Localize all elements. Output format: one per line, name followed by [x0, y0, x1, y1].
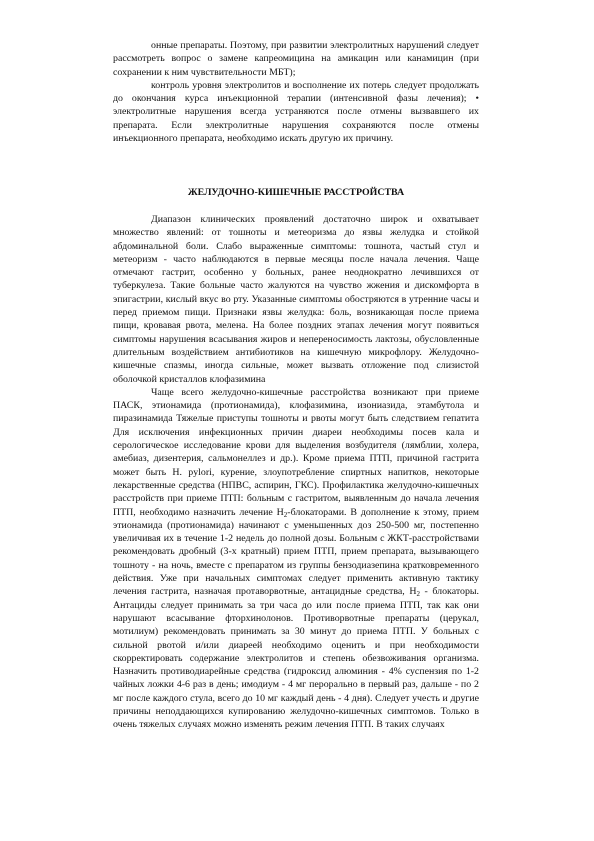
- paragraph-electrolyte-replacement: онные препараты. Поэтому, при развитии электролитных нарушений следует рассмотреть вопрос о замене капреомицина на амикацин или канамицин (при сохранении к ним чувствительности МБТ);: [113, 40, 479, 78]
- section-heading: ЖЕЛУДОЧНО-КИШЕЧНЫЕ РАССТРОЙСТВА: [187, 187, 405, 198]
- subscript-2: 2: [283, 510, 288, 519]
- paragraph-clinical-manifestations: Диапазон клинических проявлений достаточно широк и охватывает множество явлений: от тошноты и метеоризма до язвы желудка и стойкой абдоминальной боли. Слабо выраженные симптомы: тошнота, частый стул и метеоризм - часто наблюдаются в первые месяцы после начала лечения. Чаще отмечают гастрит, особенно у больных, ранее неоднократно лечившихся от туберкулеза. Такие больные часто жалуются на чувство жжения и дискомфорта в эпигастрии, кислый вкус во рту. Указанные симптомы обостряются в утренние часы и перед приемом пищи. Признаки язвы желудка: боль, возникающая после приема пищи, кровавая рвота, мелена. На более поздних этапах лечения могут появиться симптомы нарушения всасывания жиров и непереносимость лактозы, обусловленные длительным воздействием антибиотиков на кишечную микрофлору. Желудочно-кишечные спазмы, иногда сильные, может вызвать отложение под слизистой оболочкой кристаллов клофазимина: [113, 214, 479, 385]
- paragraph-electrolyte-monitoring: контроль уровня электролитов и восполнение их потерь следует продолжать до окончания курса инъекционной терапии (интенсивной фазы лечения); • электролитные нарушения всегда устраняются после отмены вызвавшего их препарата. Если электролитные нарушения сохраняются после отмены инъекционного препарата, необходимо искать другую их причину.: [113, 79, 479, 145]
- subscript-2-second: 2: [416, 590, 420, 599]
- paragraph-text-b: -блокаторами. В дополнение к этому, прием этионамида (протионамида) начинают с уменьшенных доз 250-500 мг, постепенно увеличивая их в течение 1-2 недель до полной дозы. Больным с ЖКТ-расстройствами рекомендовать дробный (3-х кратный) прием ПТП, прием препарата, вызывающего тошноту - на ночь, вместе с препаратом из группы бензодиазепина кратковременного действия. Уже при начальных симптомах следует применить активную тактику лечения гастрита, назначая протаворвотные, антацидные средства, H: [113, 506, 479, 598]
- paragraph-causes-and-prevention: [113, 386, 479, 732]
- paragraph-text-a: Чаще всего желудочно-кишечные расстройства возникают при приеме ПАСК, этионамида (протионамида), клофазимина, изониазида, этамбутола и пиразинамида Тяжелые приступы тошноты и рвоты могут быть следствием гепатита Для исключения инфекционных причин диареи необходимы посев кала и серологическое исследование крови для выделения возбудителя (лямблии, холера, амебиаз, дизентерия, сальмонеллез и др.). Кроме приема ПТП, причиной гастрита может быть H. pylori, курение, злоупотребление спиртных напитков, некоторые лекарственные средства (НПВС, аспирин, ГКС). Профилактика желудочно-кишечных расстройств при приеме ПТП: больным с гастритом, выявленным до начала лечения ПТП, необходимо назначить лечение H: [113, 386, 479, 518]
- top-text-block: [113, 39, 479, 145]
- main-text-block: [113, 213, 479, 732]
- paragraph-text-c: - блокаторы. Антациды следует принимать за три часа до или после приема ПТП, так как они нарушают всасывание фторхинолонов. Противорвотные препараты (церукал, мотилиум) рекомендовать принимать за 30 минут до приема ПТП. У больных с сильной рвотой и/или диареей необходимо оценить и при необходимости скорректировать содержание электролитов и степень обезвоживания организма. Назначить противодиарейные средства (гидроксид алюминия - 4% суспензия по 1-2 чайных ложки 4-6 раз в день; имодиум - 4 мг перорально в первый раз, дальше - по 2 мг после каждого стула, всего до 10 мг каждый день - 4 дня). Следует учесть и другие причины неподдающихся купированию желудочно-кишечных симптомов. Только в очень тяжелых случаях можно изменять режим лечения ПТП. В таких случаях: [113, 586, 479, 731]
